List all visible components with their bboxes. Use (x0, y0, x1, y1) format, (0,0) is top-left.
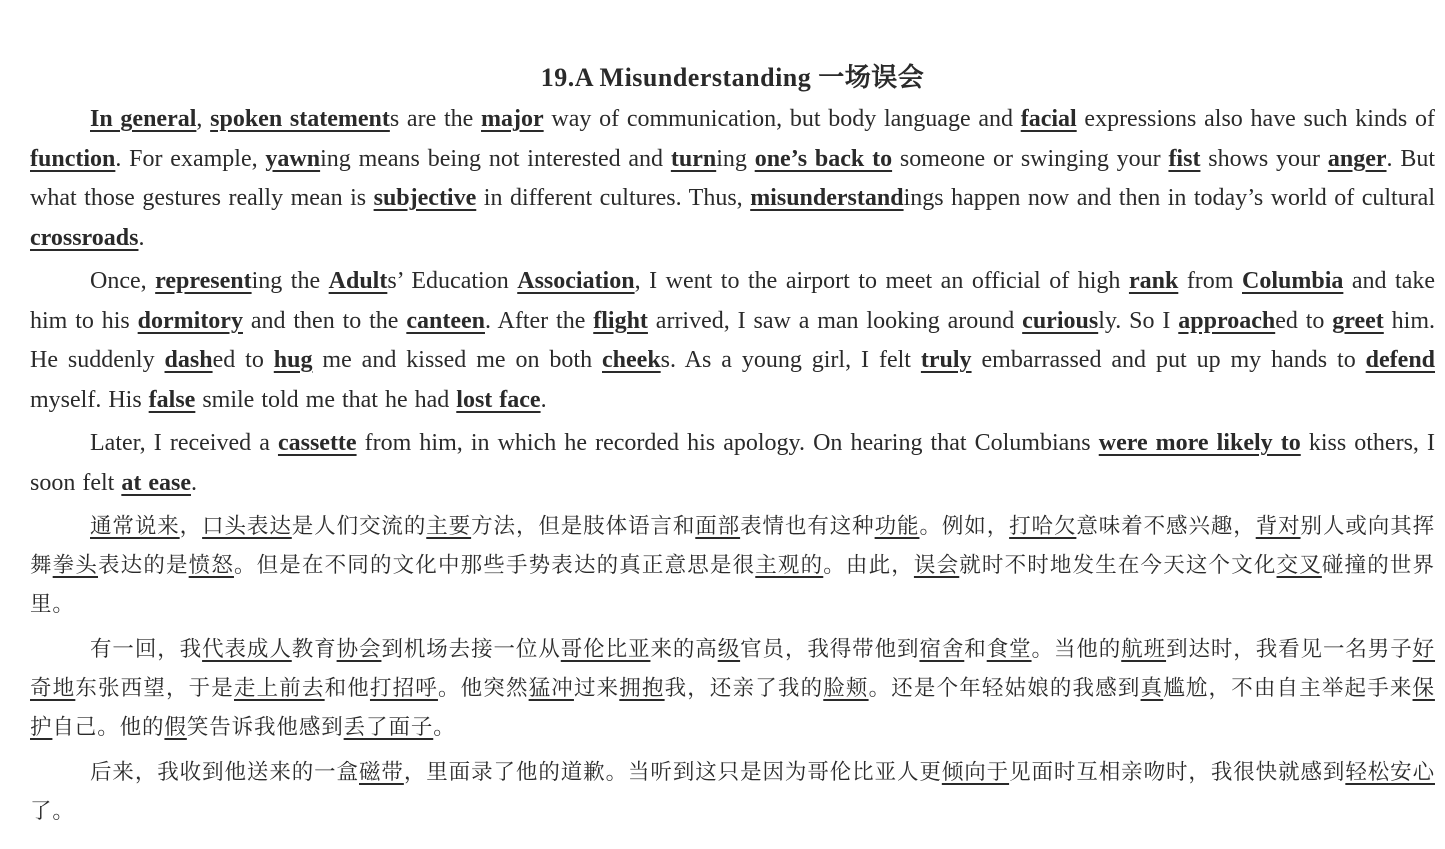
vocabulary-keyword: facial (1020, 106, 1077, 132)
vocabulary-keyword: 级 (717, 637, 741, 662)
vocabulary-keyword: 打招呼 (369, 676, 438, 701)
vocabulary-keyword: 打哈欠 (1009, 514, 1077, 539)
vocabulary-keyword: 拥抱 (619, 676, 665, 701)
vocabulary-keyword: 拳头 (52, 553, 98, 578)
vocabulary-keyword: lost face (456, 386, 541, 413)
chinese-paragraph (30, 753, 1435, 831)
body-text: ed to (212, 347, 274, 373)
vocabulary-keyword: 代表成人 (202, 637, 292, 662)
vocabulary-keyword: were more likely to (1098, 430, 1301, 456)
body-text: from him, in which he recorded his apology. On hearing that Columbians (356, 430, 1099, 456)
vocabulary-keyword: at ease (121, 469, 191, 496)
body-text: 。 (433, 715, 456, 740)
vocabulary-keyword: 丢了面子 (343, 715, 434, 740)
body-text: 是人们交流的 (291, 514, 427, 539)
chinese-paragraph (30, 630, 1435, 747)
vocabulary-keyword: 愤怒 (188, 553, 234, 578)
vocabulary-keyword: 通常说来 (90, 514, 180, 539)
body-text: , (196, 106, 211, 132)
body-text: 和他 (324, 676, 370, 701)
body-text: s’ Education (387, 268, 518, 294)
vocabulary-keyword: 脸颊 (823, 676, 869, 701)
vocabulary-keyword: represent (155, 268, 252, 294)
body-text: me and kissed me on both (312, 347, 603, 373)
body-text: ed to (1275, 307, 1333, 334)
body-text: myself. His (30, 386, 149, 413)
body-text: 。由此， (823, 553, 914, 578)
vocabulary-keyword: 哥伦比亚 (560, 637, 651, 662)
body-text: arrived, I saw a man looking around (647, 307, 1023, 334)
vocabulary-keyword: 主观的 (755, 553, 824, 578)
vocabulary-keyword: 倾向于 (941, 760, 1010, 785)
vocabulary-keyword: crossroads (30, 224, 139, 251)
body-text: . (540, 386, 547, 413)
body-text: and then to the (242, 307, 407, 334)
vocabulary-keyword: Association (517, 268, 635, 294)
vocabulary-keyword: 轻松安心 (1345, 760, 1435, 785)
body-text: ly. So I (1098, 307, 1179, 334)
body-text: 笑告诉我他感到 (186, 715, 344, 740)
vocabulary-keyword: 食堂 (986, 637, 1032, 662)
body-text: expressions also have such kinds of (1076, 106, 1435, 132)
vocabulary-keyword: spoken statement (210, 106, 390, 132)
body-text: 就时不时地发生在今天这个文化 (959, 553, 1277, 578)
body-text: embarrassed and put up my hands to (971, 347, 1366, 373)
page-title: 19.A Misunderstanding 一场误会 (540, 63, 925, 92)
body-text: 自己。他的 (52, 715, 165, 740)
vocabulary-keyword: subjective (373, 185, 477, 211)
body-text: 碰撞的世界里。 (30, 553, 1435, 617)
vocabulary-keyword: 好奇地 (30, 637, 1436, 701)
body-text: 别人或向其挥舞 (30, 514, 1436, 578)
body-text: . After the (484, 307, 594, 334)
body-text: 。但是在不同的文化中那些手势表达的真正意思是很 (233, 553, 756, 578)
body-text: 官员，我得带他到 (740, 637, 920, 662)
vocabulary-keyword: false (148, 386, 196, 413)
body-text: Later, I received a (90, 430, 278, 456)
vocabulary-keyword: In general (90, 106, 197, 132)
body-text: someone or swinging your (892, 145, 1169, 172)
vocabulary-keyword: cassette (277, 430, 357, 456)
body-text: 和 (964, 637, 987, 662)
vocabulary-keyword: hug (273, 347, 313, 373)
body-text: smile told me that he had (195, 386, 457, 413)
body-text: ing (716, 145, 755, 172)
body-text: him. He suddenly (30, 307, 1436, 373)
body-text: 表情也有这种 (740, 514, 875, 539)
body-text: and take him to his (30, 268, 1436, 334)
english-paragraph (30, 262, 1435, 420)
vocabulary-keyword: flight (593, 307, 648, 334)
vocabulary-keyword: major (481, 106, 544, 132)
vocabulary-keyword: 功能 (874, 514, 920, 539)
body-text: 。他突然 (437, 676, 529, 701)
body-text: 。还是个年轻姑娘的我感到 (868, 676, 1141, 701)
vocabulary-keyword: dash (164, 347, 213, 373)
body-text: 后来，我收到他送来的一盒 (90, 760, 359, 785)
vocabulary-keyword: 误会 (913, 553, 960, 578)
body-text: 我，还亲了我的 (664, 676, 824, 701)
body-text: 方法，但是肢体语言和 (471, 514, 696, 539)
body-text: 有一回，我 (90, 637, 203, 662)
body-text: 见面时互相亲吻时，我很快就感到 (1009, 760, 1346, 785)
vocabulary-keyword: 航班 (1121, 637, 1167, 662)
vocabulary-keyword: approach (1178, 307, 1276, 334)
text-body (30, 100, 1435, 831)
body-text: 过来 (573, 676, 620, 701)
body-text: . But what those gestures really mean is (30, 145, 1435, 211)
vocabulary-keyword: curious (1022, 307, 1099, 334)
vocabulary-keyword: rank (1128, 268, 1179, 294)
body-text: from (1178, 268, 1242, 294)
vocabulary-keyword: 面部 (695, 514, 741, 539)
body-text: 尴尬，不由自主举起手来 (1163, 676, 1413, 701)
body-text: way of communication, but body language and (543, 106, 1021, 132)
body-text: shows your (1200, 145, 1328, 172)
body-text: . For example, (115, 145, 266, 172)
body-text: 到机场去接一位从 (381, 637, 561, 662)
body-text: s. As a young girl, I felt (660, 347, 921, 373)
chinese-paragraph (30, 507, 1435, 624)
body-text: kiss others, I soon felt (30, 430, 1436, 496)
body-text: 来的高 (650, 637, 718, 662)
body-text: 教育 (291, 637, 337, 662)
body-text: , I went to the airport to meet an official of high (634, 268, 1129, 294)
vocabulary-keyword: 走上前去 (233, 676, 325, 701)
body-text: ings happen now and then in today’s world of cultural (903, 185, 1436, 211)
body-text: . (190, 469, 197, 496)
vocabulary-keyword: 宿舍 (919, 637, 965, 662)
vocabulary-keyword: 协会 (336, 637, 382, 662)
vocabulary-keyword: one’s back to (754, 145, 893, 172)
vocabulary-keyword: dormitory (137, 307, 243, 334)
vocabulary-keyword: Adult (328, 268, 388, 294)
body-text: ， (179, 514, 203, 539)
vocabulary-keyword: defend (1365, 347, 1436, 373)
english-paragraph (30, 100, 1435, 258)
body-text: s are the (389, 106, 482, 132)
vocabulary-keyword: yawn (265, 145, 321, 172)
body-text: 。当他的 (1031, 637, 1122, 662)
body-text: Once, (90, 268, 156, 294)
vocabulary-keyword: 磁带 (359, 760, 404, 785)
body-text: 意味着不感兴趣， (1076, 514, 1256, 539)
vocabulary-keyword: 口头表达 (202, 514, 292, 539)
body-text: 。例如， (919, 514, 1010, 539)
vocabulary-keyword: 真 (1140, 676, 1164, 701)
vocabulary-keyword: 背对 (1255, 514, 1301, 539)
vocabulary-keyword: misunderstand (750, 185, 904, 211)
vocabulary-keyword: cheek (602, 347, 661, 373)
document-page (30, 58, 1435, 837)
vocabulary-keyword: 主要 (426, 514, 472, 539)
vocabulary-keyword: Columbia (1242, 268, 1344, 294)
english-paragraph (30, 424, 1435, 503)
body-text: 表达的是 (98, 553, 189, 578)
vocabulary-keyword: 保护 (30, 676, 1435, 740)
body-text: in different cultures. Thus, (476, 185, 751, 211)
vocabulary-keyword: greet (1332, 307, 1384, 334)
vocabulary-keyword: truly (920, 347, 972, 373)
vocabulary-keyword: canteen (406, 307, 485, 334)
vocabulary-keyword: anger (1327, 145, 1387, 172)
body-text: . (138, 224, 145, 251)
body-text: ing means being not interested and (320, 145, 671, 172)
body-text: 东张西望，于是 (75, 676, 234, 701)
body-text: 到达时，我看见一名男子 (1166, 637, 1413, 662)
vocabulary-keyword: 猛冲 (528, 676, 574, 701)
body-text: 了。 (30, 799, 75, 824)
vocabulary-keyword: 假 (164, 715, 187, 740)
vocabulary-keyword: 交叉 (1276, 553, 1322, 578)
vocabulary-keyword: function (30, 145, 116, 172)
vocabulary-keyword: fist (1168, 145, 1201, 172)
vocabulary-keyword: turn (670, 145, 717, 172)
body-text: ing the (251, 268, 329, 294)
body-text: ，里面录了他的道歉。当听到这只是因为哥伦比亚人更 (403, 760, 942, 785)
